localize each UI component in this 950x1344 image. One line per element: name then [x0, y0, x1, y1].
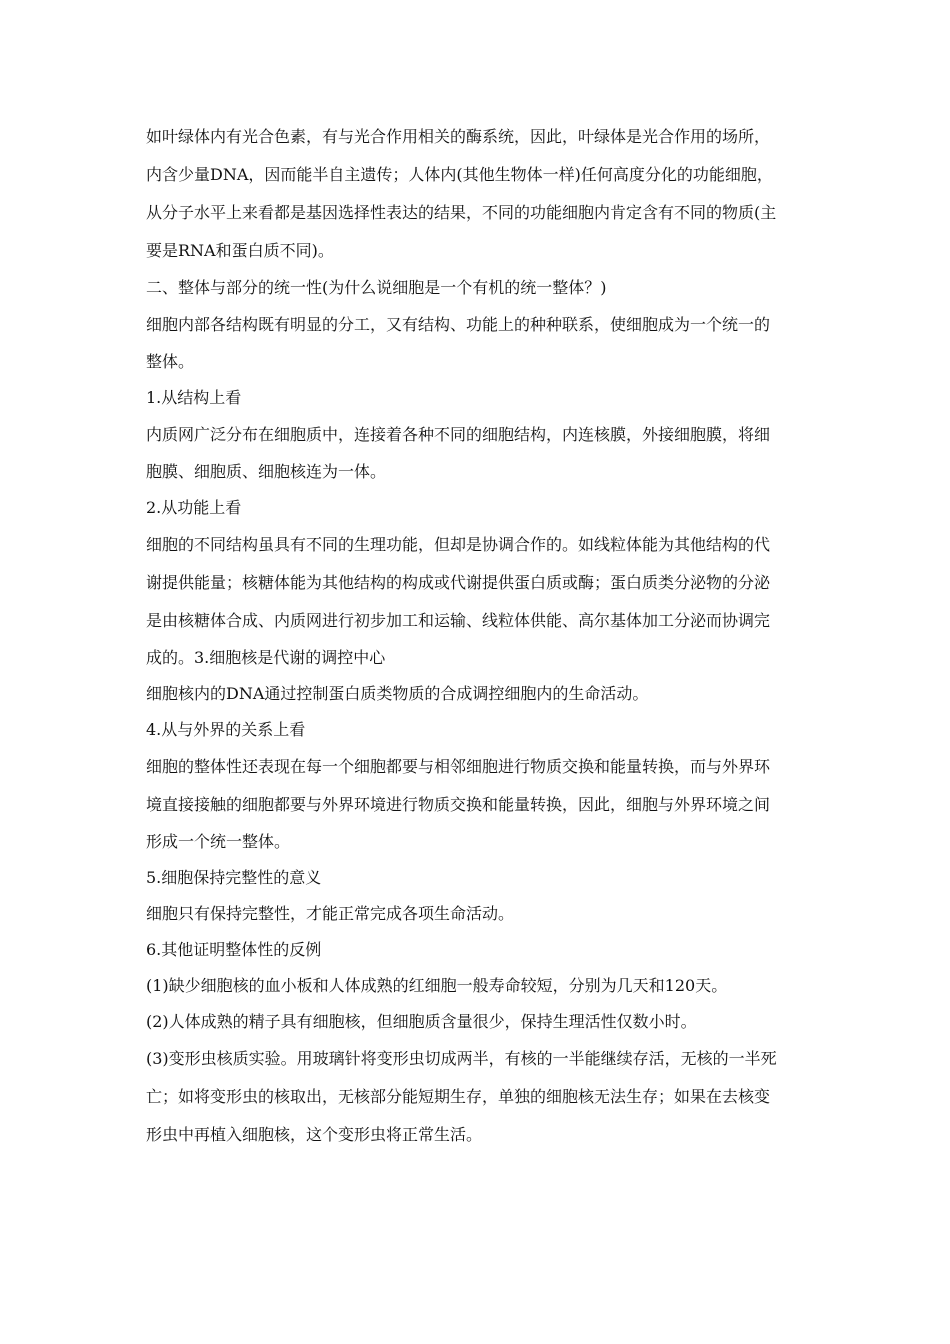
text-line: 细胞的不同结构虽具有不同的生理功能，但却是协调合作的。如线粒体能为其他结构的代	[146, 535, 771, 554]
text-line: 胞膜、细胞质、细胞核连为一体。	[146, 462, 387, 481]
paragraph-structure	[146, 416, 816, 490]
paragraph-chloroplast	[146, 118, 816, 270]
text-line: 从分子水平上来看都是基因选择性表达的结果，不同的功能细胞内肯定含有不同的物质(主	[146, 203, 777, 222]
text-line: 细胞只有保持完整性，才能正常完成各项生命活动。	[146, 904, 515, 923]
text-line: 二、整体与部分的统一性(为什么说细胞是一个有机的统一整体？)	[146, 278, 607, 297]
text-line: 如叶绿体内有光合色素，有与光合作用相关的酶系统，因此，叶绿体是光合作用的场所，	[146, 127, 771, 146]
list-item-platelets	[146, 968, 816, 1004]
document-body	[146, 118, 816, 1154]
paragraph-environment	[146, 748, 816, 860]
list-item-sperm	[146, 1004, 816, 1040]
paragraph-integrity	[146, 896, 816, 932]
paragraph-function	[146, 526, 816, 676]
text-line: 形虫中再植入细胞核，这个变形虫将正常生活。	[146, 1125, 483, 1144]
subheading-structure	[146, 380, 816, 416]
paragraph-nucleus-dna	[146, 676, 816, 712]
text-line: 1.从结构上看	[146, 388, 242, 407]
text-line: 要是RNA和蛋白质不同)。	[146, 241, 334, 260]
text-line: 内含少量DNA，因而能半自主遗传；人体内(其他生物体一样)任何高度分化的功能细胞，	[146, 165, 773, 184]
text-line: 细胞的整体性还表现在每一个细胞都要与相邻细胞进行物质交换和能量转换，而与外界环	[146, 757, 771, 776]
text-line: 6.其他证明整体性的反例	[146, 940, 322, 959]
text-line: 内质网广泛分布在细胞质中，连接着各种不同的细胞结构，内连核膜，外接细胞膜，将细	[146, 425, 771, 444]
subheading-function	[146, 490, 816, 526]
text-line: 细胞核内的DNA通过控制蛋白质类物质的合成调控细胞内的生命活动。	[146, 684, 649, 703]
text-line: 2.从功能上看	[146, 498, 242, 517]
paragraph-unity-intro	[146, 306, 816, 380]
text-line: 整体。	[146, 352, 195, 371]
text-line: (3)变形虫核质实验。用玻璃针将变形虫切成两半，有核的一半能继续存活，无核的一半死	[146, 1049, 777, 1068]
list-item-amoeba	[146, 1040, 816, 1154]
text-line: 境直接接触的细胞都要与外界环境进行物质交换和能量转换，因此，细胞与外界环境之间	[146, 795, 771, 814]
text-line: 形成一个统一整体。	[146, 832, 291, 851]
text-line: (1)缺少细胞核的血小板和人体成熟的红细胞一般寿命较短，分别为几天和120天。	[146, 976, 728, 995]
text-line: 谢提供能量；核糖体能为其他结构的构成或代谢提供蛋白质或酶；蛋白质类分泌物的分泌	[146, 573, 771, 592]
text-line: 细胞内部各结构既有明显的分工，又有结构、功能上的种种联系，使细胞成为一个统一的	[146, 315, 771, 334]
text-line: 亡；如将变形虫的核取出，无核部分能短期生存，单独的细胞核无法生存；如果在去核变	[146, 1087, 771, 1106]
subheading-environment	[146, 712, 816, 748]
subheading-integrity	[146, 860, 816, 896]
section-heading-unity	[146, 270, 816, 306]
text-line: 5.细胞保持完整性的意义	[146, 868, 322, 887]
text-line: 成的。3.细胞核是代谢的调控中心	[146, 648, 386, 667]
text-line: 是由核糖体合成、内质网进行初步加工和运输、线粒体供能、高尔基体加工分泌而协调完	[146, 611, 771, 630]
subheading-counterexamples	[146, 932, 816, 968]
text-line: (2)人体成熟的精子具有细胞核，但细胞质含量很少，保持生理活性仅数小时。	[146, 1012, 697, 1031]
text-line: 4.从与外界的关系上看	[146, 720, 306, 739]
